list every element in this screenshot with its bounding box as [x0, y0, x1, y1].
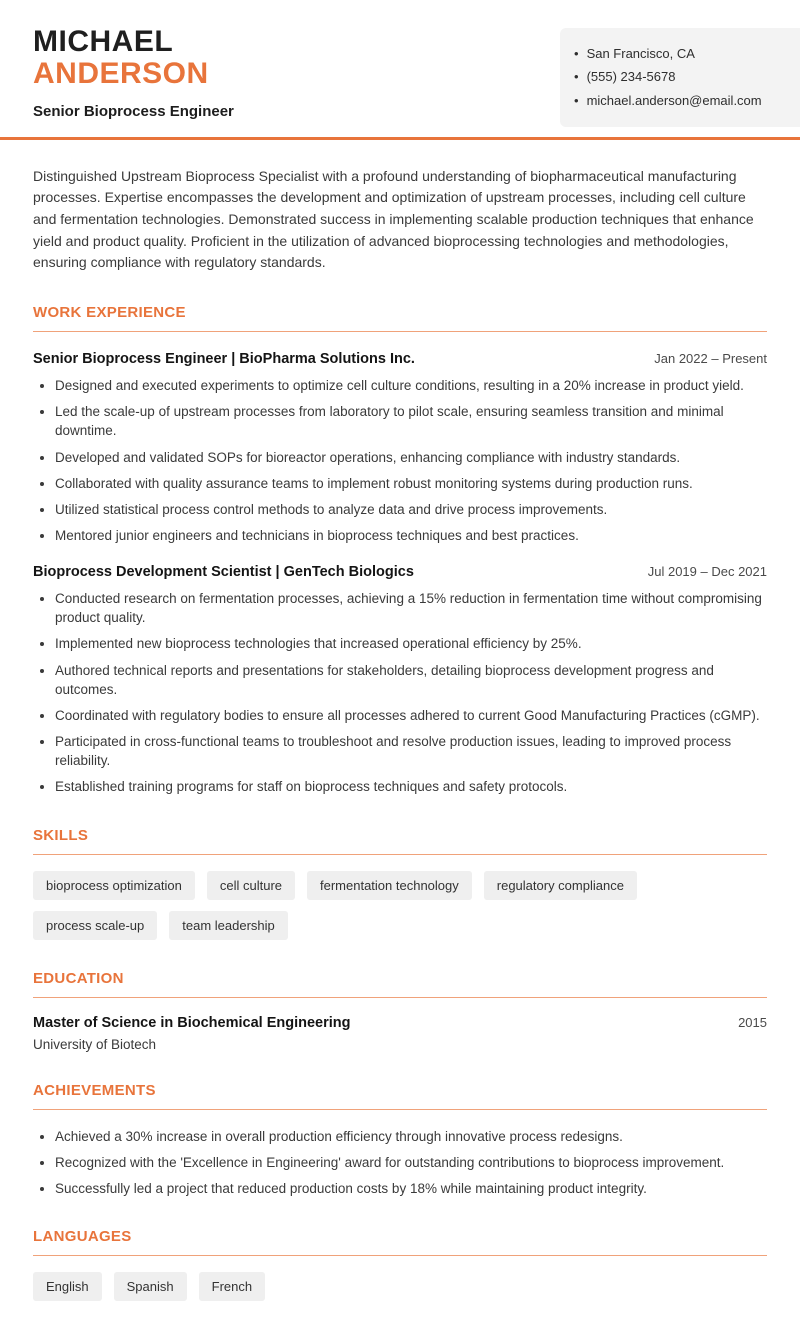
- bullet-item: • Coordinated with regulatory bodies to ensure all processes adhered to current Good Manufacturing Practices (cGMP).: [55, 706, 767, 725]
- bullet-item: • Implemented new bioprocess technologies that increased operational efficiency by 25%.: [55, 634, 767, 653]
- bullet-item: • Designed and executed experiments to optimize cell culture conditions, resulting in a 20% increase in product yield.: [55, 376, 767, 395]
- resume-header: [0, 0, 800, 120]
- school-name: University of Biotech: [33, 1036, 157, 1052]
- language-chip: Spanish: [114, 1272, 187, 1301]
- contact-location-text: San Francisco, CA: [586, 46, 695, 61]
- bullet-item: • Established training programs for staff on bioprocess techniques and safety protocols.: [55, 777, 767, 796]
- job-bullet-list: [33, 589, 767, 796]
- bullet-item: • Utilized statistical process control methods to analyze data and drive process improvements.: [55, 500, 767, 519]
- achievements-heading: ACHIEVEMENTS: [33, 1082, 767, 1110]
- bullet-item: • Successfully led a project that reduced production costs by 18% while maintaining product integrity.: [55, 1179, 767, 1198]
- skill-chip: cell culture: [207, 871, 295, 900]
- contact-email-text: michael.anderson@email.com: [586, 92, 762, 108]
- skill-chip: team leadership: [169, 911, 288, 940]
- skill-chip: process scale-up: [33, 911, 157, 940]
- skills-chip-list: [33, 871, 767, 940]
- summary-text: Distinguished Upstream Bioprocess Specialist with a profound understanding of biopharmaceutical manufacturing processes. Expertise encompasses the development and optimization of upstream processes, including cell culture and fermentation technologies. Demonstrated success in implementing scalable production techniques that enhance yield and product quality. Proficient in the utilization of advanced bioprocessing technologies and methodologies, ensuring compliance with regulatory standards.: [33, 167, 754, 271]
- education-entry-row: [33, 1015, 767, 1031]
- job-header-row: [33, 351, 767, 367]
- contact-location: [574, 46, 784, 62]
- skill-chip: bioprocess optimization: [33, 871, 195, 900]
- section-achievements: [33, 1082, 767, 1198]
- contact-email: [574, 93, 784, 109]
- job-entry: [33, 351, 767, 545]
- contact-card: [560, 28, 800, 127]
- first-name: MICHAEL: [33, 25, 174, 58]
- bullet-item: • Conducted research on fermentation processes, achieving a 15% reduction in fermentation time without compromising product quality.: [55, 589, 767, 627]
- degree-title: Master of Science in Biochemical Engineering: [33, 1014, 351, 1031]
- job-dates: Jul 2019 – Dec 2021: [647, 564, 767, 580]
- section-education: [33, 970, 767, 1052]
- bullet-icon: [574, 93, 579, 109]
- job-title: Senior Bioprocess Engineer | BioPharma Solutions Inc.: [33, 351, 415, 368]
- job-header-row: [33, 564, 767, 580]
- bullet-item: • Mentored junior engineers and technicians in bioprocess techniques and best practices.: [55, 526, 767, 545]
- section-work-experience: [33, 304, 767, 797]
- bullet-item: • Achieved a 30% increase in overall production efficiency through innovative process redesigns.: [55, 1127, 767, 1146]
- language-chip: French: [199, 1272, 265, 1301]
- bullet-icon: [574, 46, 579, 62]
- job-entry: [33, 564, 767, 796]
- skill-chip: regulatory compliance: [484, 871, 637, 900]
- headline-title: Senior Bioprocess Engineer: [33, 102, 234, 120]
- bullet-item: • Authored technical reports and presentations for stakeholders, detailing bioprocess development progress and outcomes.: [55, 661, 767, 699]
- section-skills: [33, 827, 767, 940]
- last-name: ANDERSON: [33, 56, 209, 90]
- language-chip: English: [33, 1272, 102, 1301]
- bullet-item: • Led the scale-up of upstream processes from laboratory to pilot scale, ensuring seamless transition and minimal downtime.: [55, 402, 767, 440]
- contact-phone: [574, 69, 784, 85]
- job-bullet-list: [33, 376, 767, 545]
- education-heading: EDUCATION: [33, 970, 767, 998]
- section-languages: [33, 1228, 767, 1301]
- languages-chip-list: [33, 1272, 767, 1301]
- languages-heading: LANGUAGES: [33, 1228, 767, 1256]
- achievements-list: [33, 1127, 767, 1198]
- job-dates: Jan 2022 – Present: [654, 351, 767, 367]
- bullet-item: • Participated in cross-functional teams to troubleshoot and resolve production issues, leading to improved process reliability.: [55, 732, 767, 770]
- header-divider: [0, 137, 800, 140]
- bullet-item: • Collaborated with quality assurance teams to implement robust monitoring systems during production runs.: [55, 474, 767, 493]
- graduation-year: 2015: [738, 1014, 767, 1030]
- bullet-item: • Recognized with the 'Excellence in Engineering' award for outstanding contributions to bioprocess improvement.: [55, 1153, 767, 1172]
- bullet-icon: [574, 69, 579, 85]
- skill-chip: fermentation technology: [307, 871, 472, 900]
- resume-content: [0, 166, 800, 1341]
- bullet-item: • Developed and validated SOPs for bioreactor operations, enhancing compliance with industry standards.: [55, 448, 767, 467]
- job-title: Bioprocess Development Scientist | GenTech Biologics: [33, 564, 414, 581]
- contact-phone-text: (555) 234-5678: [586, 69, 676, 85]
- work-experience-heading: WORK EXPERIENCE: [33, 304, 767, 332]
- skills-heading: SKILLS: [33, 827, 767, 855]
